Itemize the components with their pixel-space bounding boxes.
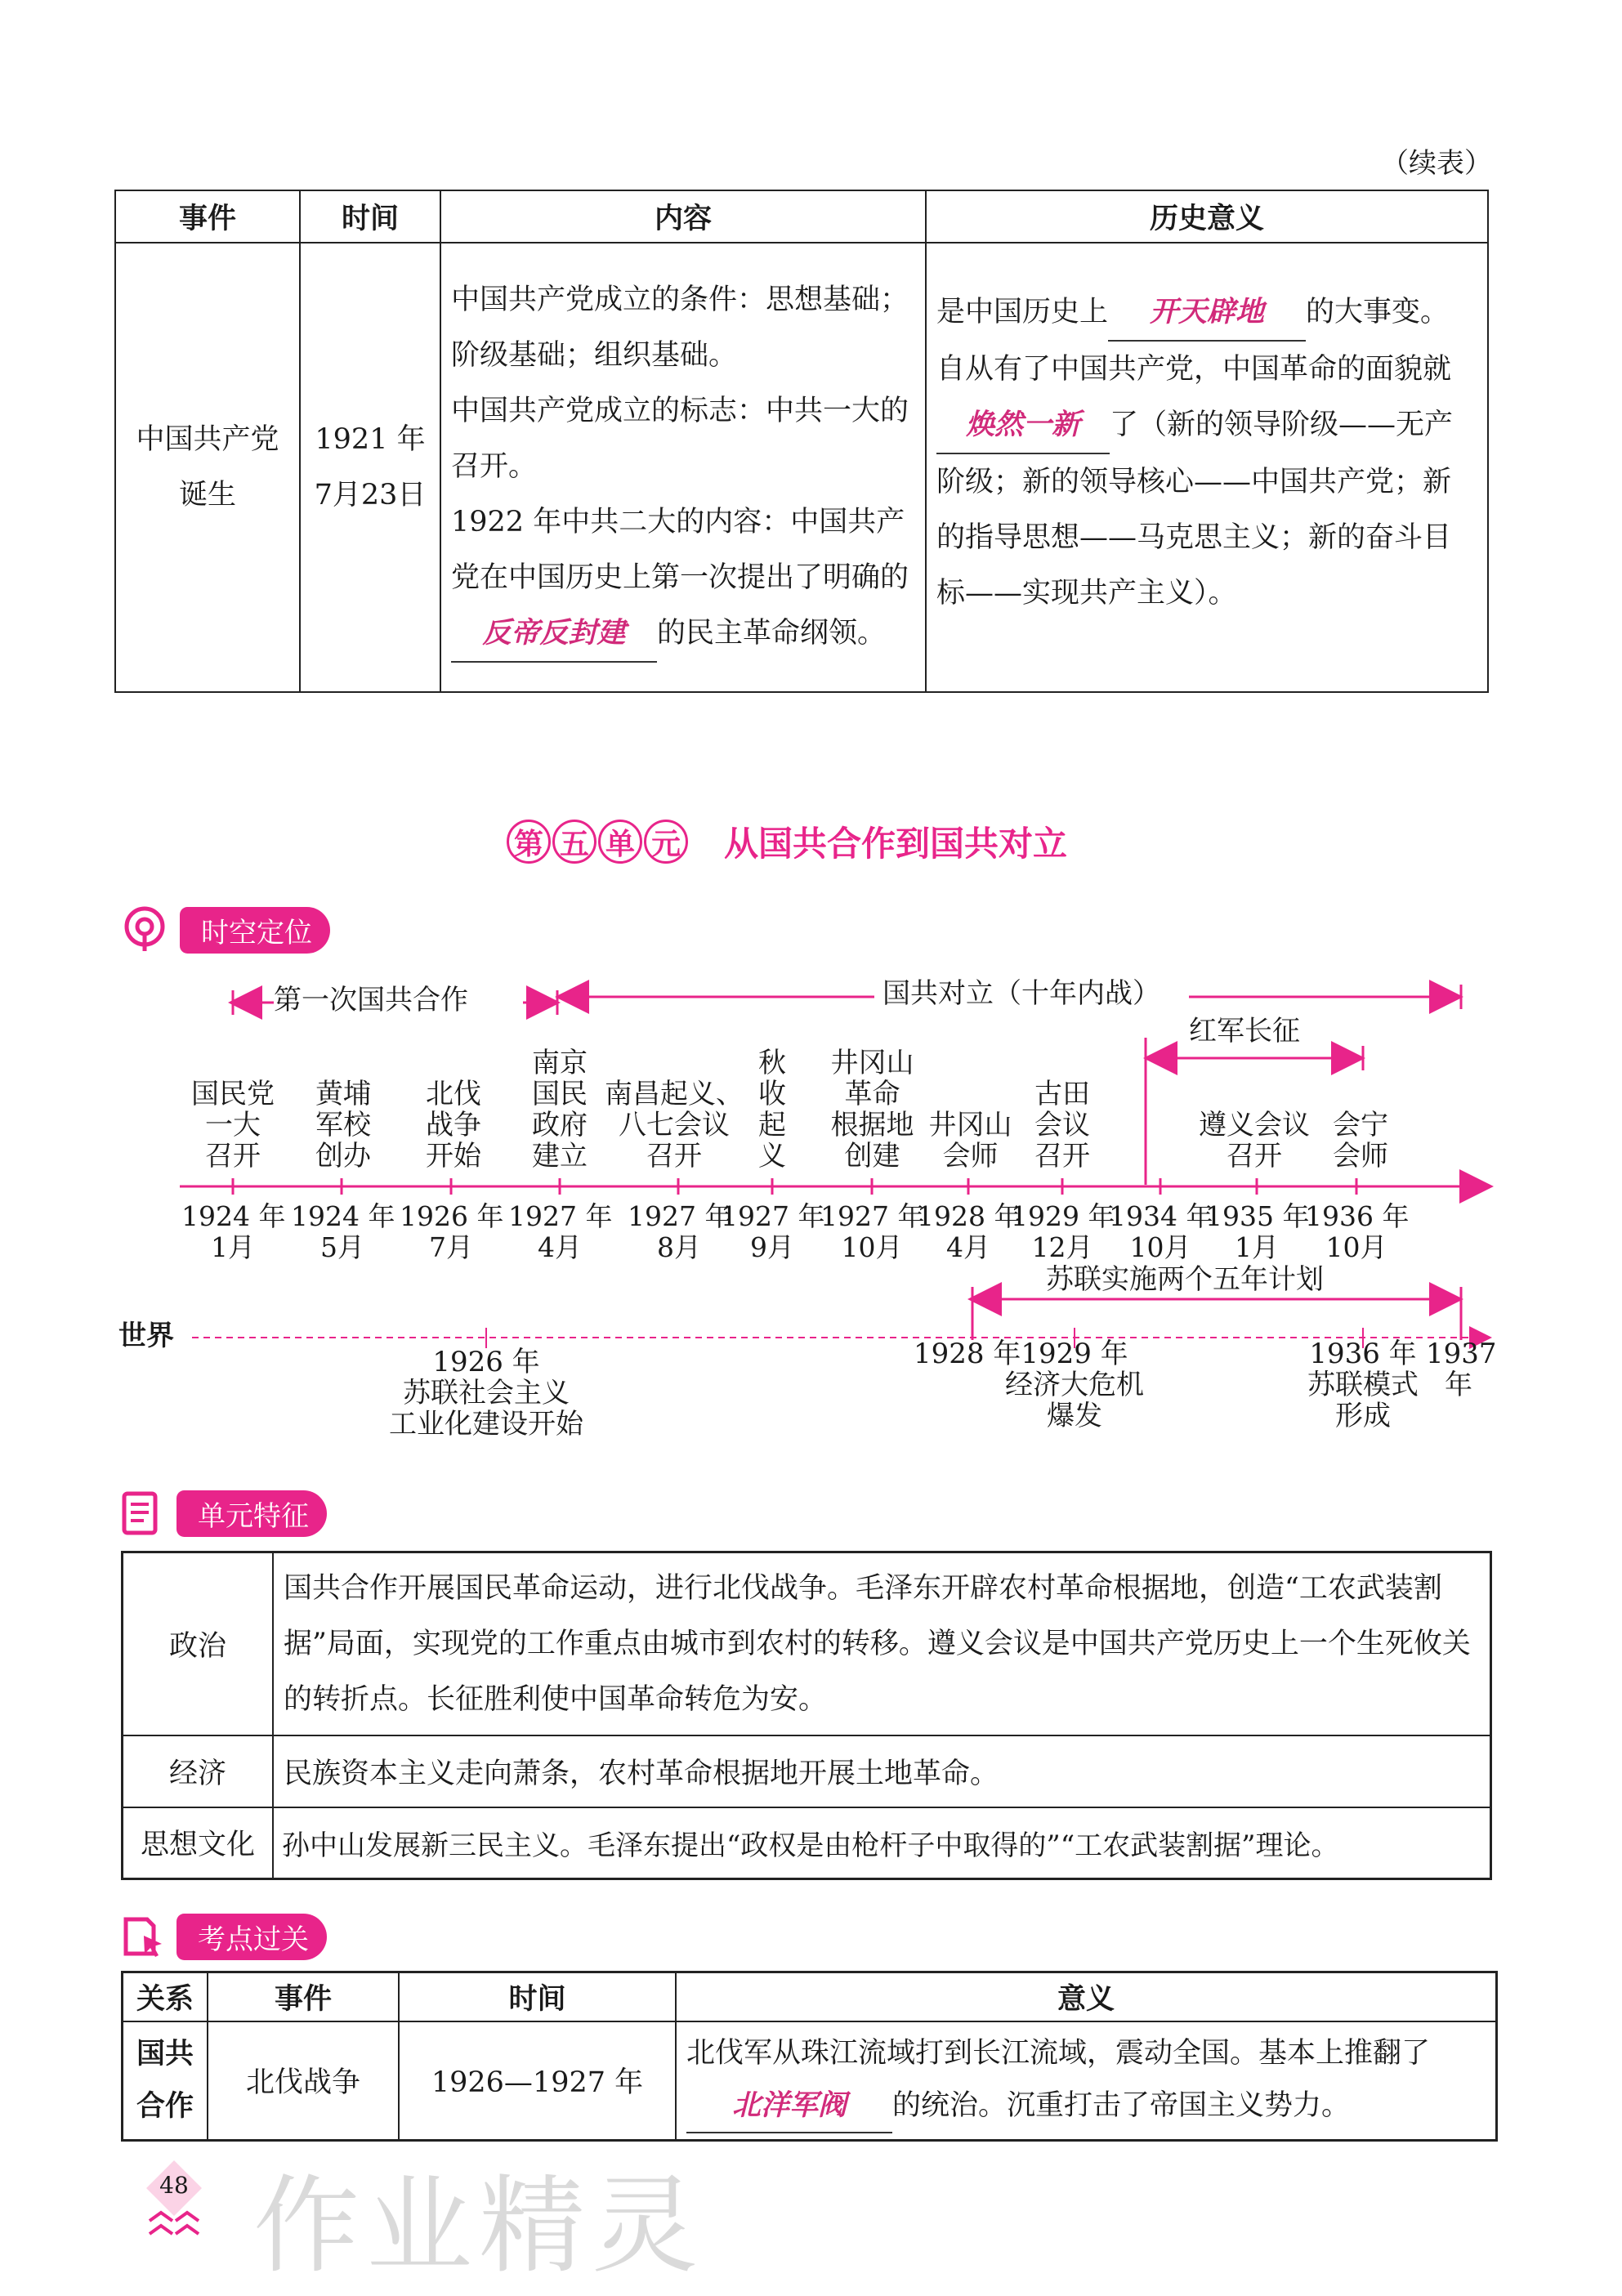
timeline-date: 1936 年 10月: [1305, 1200, 1410, 1263]
section-features-header: [119, 1489, 327, 1538]
long-march-label: 红军长征: [1189, 1015, 1300, 1047]
sig-text-2: 的大事变。自从有了中国共产党，中国革命的面貌就: [936, 296, 1452, 386]
header-relation: 关系: [123, 1972, 208, 2021]
watermark: 作业精灵: [253, 2164, 705, 2288]
timeline-date: 1935 年 1月: [1205, 1200, 1310, 1263]
page-badge-icon: [133, 2157, 215, 2247]
feature-label: 思想文化: [123, 1807, 274, 1879]
section-title: 时空定位: [180, 907, 330, 954]
content-text-end: 的民主革命纲领。: [657, 617, 887, 650]
header-time: 时间: [300, 190, 440, 243]
timeline-event: 井冈山 会师: [928, 1109, 1012, 1173]
document-pointer-icon: [119, 1913, 167, 1960]
event-cell: 中国共产党 诞生: [115, 243, 300, 692]
unit-number-char: 元: [644, 820, 688, 864]
relation-cell: 国共 合作: [123, 2021, 208, 2141]
header-time: 时间: [399, 1972, 676, 2021]
timeline-date: 1927 年 10月: [820, 1200, 925, 1263]
timeline-date: 1924 年 5月: [291, 1200, 395, 1263]
checkpoints-table: [121, 1971, 1498, 2142]
timeline-date: 1927 年 9月: [721, 1200, 825, 1263]
soviet-plans-label: 苏联实施两个五年计划: [1046, 1263, 1324, 1296]
world-label: 世界: [118, 1320, 174, 1352]
timeline-event: 国民党 一大 召开: [191, 1078, 275, 1173]
feature-text: 国共合作开展国民革命运动，进行北伐战争。毛泽东开辟农村革命根据地，创造“工农武装割据”局面，实现党的工作重点由城市到农村的转移。遵义会议是中国共产党历史上一个生死攸关的转折点。长征胜利使中国革命转危为安。: [273, 1552, 1491, 1735]
timeline-event: 南昌起义、 八七会议 召开: [605, 1078, 744, 1173]
sig-text-1: 是中国历史上: [936, 296, 1109, 328]
header-event: 事件: [208, 1972, 399, 2021]
feature-label: 经济: [123, 1735, 274, 1807]
header-significance: 意义: [676, 1972, 1497, 2021]
event-cell: 北伐战争: [208, 2021, 399, 2141]
timeline-event: 黄埔 军校 创办: [315, 1078, 371, 1173]
answer-blank: 开天辟地: [1108, 284, 1306, 342]
sig-text-3: 了（新的领导阶级——无产阶级；新的领导核心——中国共产党；新的指导思想——马克思主义；新的奋斗目标——实现共产主义）。: [936, 409, 1454, 610]
timeline-event: 古田 会议 召开: [1034, 1078, 1090, 1173]
feature-text: 民族资本主义走向萧条，农村革命根据地开展土地革命。: [273, 1735, 1491, 1807]
page-number: 48: [159, 2172, 189, 2199]
timeline-date: 1929 年 12月: [1011, 1200, 1115, 1263]
timeline-event: 会宁 会师: [1333, 1109, 1388, 1173]
timeline-date: 1924 年 1月: [181, 1200, 286, 1263]
world-event: 1926 年 苏联社会主义 工业化建设开始: [389, 1346, 583, 1441]
header-content: 内容: [440, 190, 926, 243]
continued-label: （续表）: [1381, 147, 1492, 180]
notebook-icon: [119, 1490, 167, 1537]
world-event: 1929 年 经济大危机 爆发: [1005, 1338, 1144, 1432]
period-civil-war: 国共对立（十年内战）: [882, 977, 1160, 1010]
timeline-event: 遵义会议 召开: [1199, 1109, 1310, 1173]
sig-text: 北伐军从珠江流域打到长江流域，震动全国。基本上推翻了: [686, 2037, 1431, 2070]
unit-number-char: 五: [552, 820, 597, 864]
timeline-date: 1928 年 4月: [917, 1200, 1021, 1263]
section-checkpoints-header: [119, 1912, 327, 1961]
unit-title-text: 从国共合作到国共对立: [724, 824, 1068, 864]
answer-blank: 北洋军阀: [686, 2079, 892, 2133]
period-first-cooperation: 第一次国共合作: [274, 984, 468, 1016]
section-title: 考点过关: [176, 1914, 327, 1960]
header-event: 事件: [115, 190, 300, 243]
world-event: 1936 年 苏联模式 形成: [1307, 1338, 1419, 1432]
timeline-event: 南京 国民 政府 建立: [532, 1047, 588, 1173]
feature-label: 政治: [123, 1552, 274, 1735]
timeline-event: 秋 收 起 义: [758, 1047, 786, 1173]
answer-blank: 焕然一新: [936, 397, 1110, 454]
world-event: 1937 年: [1426, 1338, 1497, 1401]
page-number-badge: [133, 2157, 215, 2247]
unit-number-char: 第: [507, 820, 551, 864]
feature-text: 孙中山发展新三民主义。毛泽东提出“政权是由枪杆子中取得的”“工农武装割据”理论。: [273, 1807, 1491, 1879]
time-cell: 1926—1927 年: [399, 2021, 676, 2141]
time-cell: 1921 年 7月23日: [300, 243, 440, 692]
section-title: 单元特征: [176, 1490, 327, 1537]
sig-text-end: 的统治。沉重打击了帝国主义势力。: [892, 2089, 1351, 2123]
timeline-event: 井冈山 革命 根据地 创建: [830, 1047, 914, 1173]
unit-number-char: 单: [598, 820, 642, 864]
unit-features-table: [121, 1551, 1492, 1880]
timeline-event: 北伐 战争 开始: [426, 1078, 481, 1173]
answer-blank: 反帝反封建: [451, 605, 657, 663]
timeline-date: 1927 年 4月: [508, 1200, 613, 1263]
timeline-date: 1934 年 10月: [1109, 1200, 1213, 1263]
world-event: 1928 年: [914, 1338, 1021, 1370]
content-text: 中国共产党成立的条件：思想基础；阶级基础；组织基础。 中国共产党成立的标志：中共一大的召开。 1922 年中共二大的内容：中国共产党在中国历史上第一次提出了明确的: [451, 284, 909, 594]
significance-cell: [676, 2021, 1497, 2141]
timeline-date: 1927 年 8月: [628, 1200, 732, 1263]
header-significance: 历史意义: [926, 190, 1488, 243]
timeline-date: 1926 年 7月: [400, 1200, 504, 1263]
